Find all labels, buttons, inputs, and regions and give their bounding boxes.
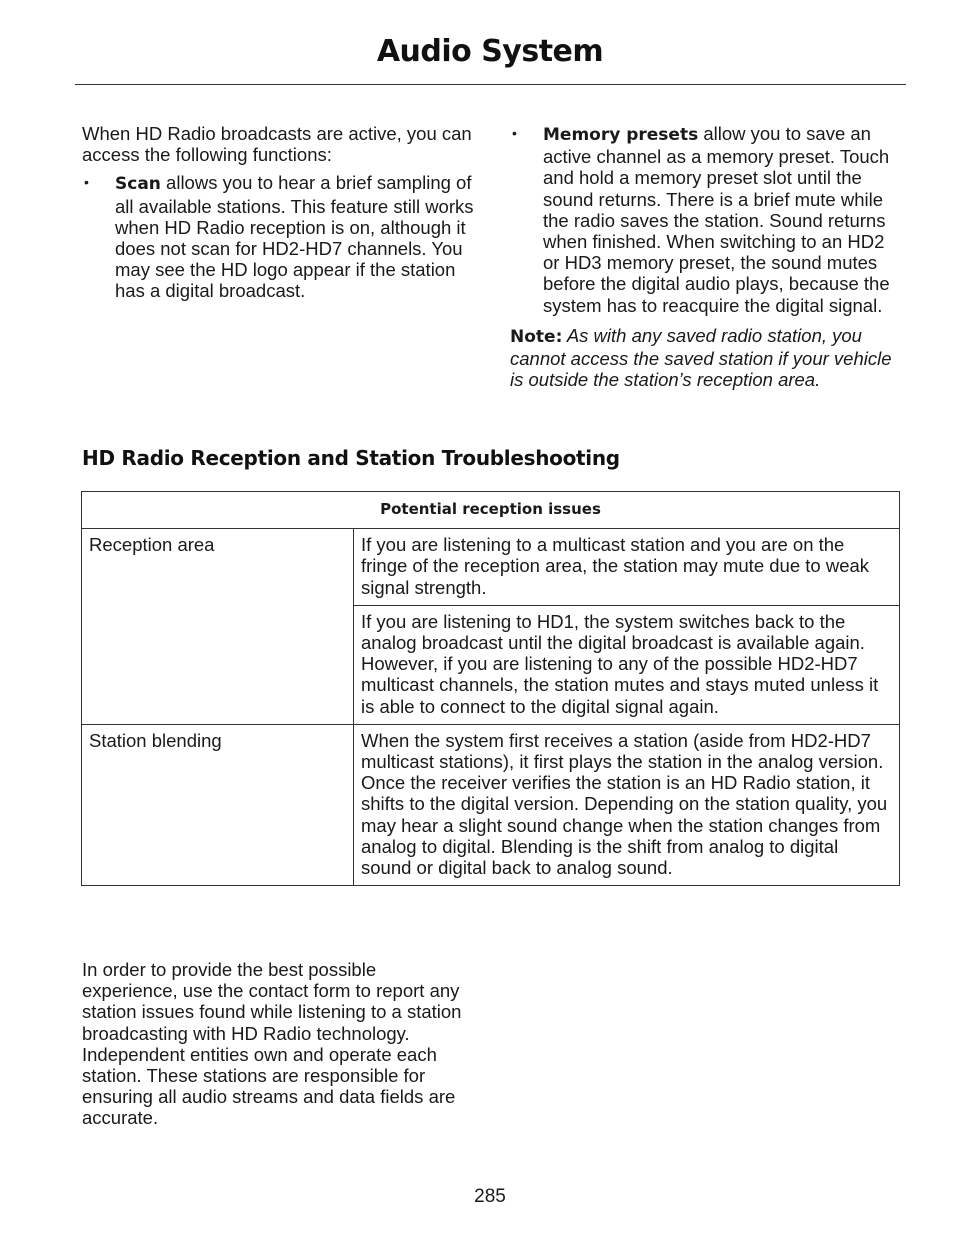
table-header: Potential reception issues (82, 492, 900, 529)
page-number: 285 (474, 1186, 506, 1207)
note-paragraph (510, 325, 902, 391)
table-row (82, 529, 900, 606)
table-cell-detail: If you are listening to HD1, the system switches back to the analog broadcast until the digital broadcast is available again. However, if you are listening to any of the possible HD2-HD7 multicast channels, the station mutes and stays muted unless it is able to connect to the digital signal again. (354, 605, 900, 724)
note-label: Note: (510, 326, 563, 347)
bullet-text: allows you to hear a brief sampling of all available stations. This feature still works when HD Radio reception is on, although it does not scan for HD2-HD7 channels. You may see the HD logo appear if the station has a digital broadcast. (115, 172, 474, 302)
table-row (82, 724, 900, 885)
reception-issues-table (81, 491, 900, 886)
closing-paragraph: In order to provide the best possible experience, use the contact form to report any station issues found while listening to a station broadcasting with HD Radio technology. Independent entities own and operate each station. These stations are responsible for ensuring all audio streams and data fields are accurate. (82, 959, 462, 1129)
bullet-term: Memory presets (543, 125, 699, 145)
intro-paragraph: When HD Radio broadcasts are active, you can access the following functions: (82, 123, 472, 166)
bullet-dot-icon: • (512, 125, 517, 141)
header-divider (75, 84, 906, 85)
table-cell-issue: Reception area (82, 529, 354, 725)
bullet-scan (82, 172, 474, 301)
table-cell-issue: Station blending (82, 724, 354, 885)
bullet-memory-presets (510, 123, 902, 316)
bullet-term: Scan (115, 174, 161, 195)
table-cell-detail: If you are listening to a multicast station and you are on the fringe of the reception area, the station may mute due to weak signal strength. (354, 529, 900, 606)
page-title: Audio System (376, 34, 604, 69)
right-column (510, 123, 902, 390)
left-column (82, 123, 474, 302)
table-cell-detail: When the system first receives a station (aside from HD2-HD7 multicast stations), it first plays the station in the analog version. Once the receiver verifies the station is an HD Radio station, it shifts to the digital version. Depending on the station quality, you may hear a slight sound change when the station changes from analog to digital. Blending is the shift from analog to digital sound or digital back to analog sound. (354, 724, 900, 885)
bullet-text: allow you to save an active channel as a memory preset. Touch and hold a memory preset slot until the sound returns. There is a brief mute while the radio saves the station. Sound returns when finished. When switching to an HD2 or HD3 memory preset, the sound mutes before the digital audio plays, because the system has to reacquire the digital signal. (543, 123, 890, 316)
bullet-dot-icon: • (84, 174, 89, 191)
note-text: As with any saved radio station, you cannot access the saved station if your vehicle is outside the station’s reception area. (510, 324, 892, 391)
section-heading: HD Radio Reception and Station Troubleshooting (82, 446, 620, 470)
table-header-row (82, 492, 900, 529)
